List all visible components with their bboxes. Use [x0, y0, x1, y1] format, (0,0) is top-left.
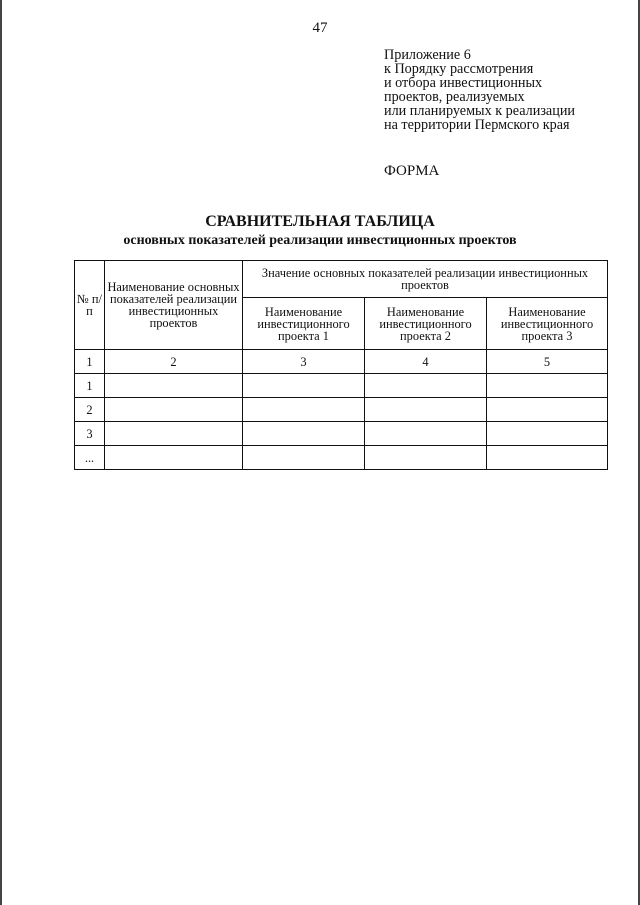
table-row [75, 398, 608, 422]
project-2-value-cell [365, 446, 487, 470]
appendix-line: на территории Пермского края [384, 117, 570, 133]
header-cell-project-2: Наименование инвестиционного проекта 2 [365, 298, 487, 350]
header-cell-number: № п/п [75, 261, 105, 350]
page-number: 47 [312, 20, 328, 36]
numbering-cell: 4 [365, 350, 487, 374]
numbering-cell: 5 [487, 350, 608, 374]
project-3-value-cell [487, 446, 608, 470]
header-cell-project-3: Наименование инвестиционного проекта 3 [487, 298, 608, 350]
form-label: ФОРМА [384, 163, 440, 179]
appendix-note [384, 48, 575, 132]
project-2-value-cell [365, 374, 487, 398]
indicator-cell [105, 398, 243, 422]
project-1-value-cell [243, 398, 365, 422]
table-row [75, 422, 608, 446]
row-number-cell: 2 [75, 398, 105, 422]
project-1-value-cell [243, 374, 365, 398]
project-3-value-cell [487, 398, 608, 422]
header-row [75, 261, 608, 298]
numbering-row [75, 350, 608, 374]
header-cell-values-group: Значение основных показателей реализации инвестиционных проектов [243, 261, 608, 298]
appendix-line: проектов, реализуемых [384, 89, 525, 105]
table-row [75, 446, 608, 470]
document-title: СРАВНИТЕЛЬНАЯ ТАБЛИЦА [205, 213, 435, 230]
table-row [75, 374, 608, 398]
appendix-line: или планируемых к реализации [384, 103, 576, 119]
document-subtitle: основных показателей реализации инвестиционных проектов [123, 233, 517, 248]
indicator-cell [105, 446, 243, 470]
row-number-cell: 3 [75, 422, 105, 446]
row-number-cell: ... [75, 446, 105, 470]
numbering-cell: 3 [243, 350, 365, 374]
project-1-value-cell [243, 422, 365, 446]
appendix-line: к Порядку рассмотрения [384, 61, 534, 77]
header-cell-project-1: Наименование инвестиционного проекта 1 [243, 298, 365, 350]
numbering-cell: 2 [105, 350, 243, 374]
scan-edge-left [0, 0, 2, 905]
project-1-value-cell [243, 446, 365, 470]
row-number-cell: 1 [75, 374, 105, 398]
appendix-line: и отбора инвестиционных [384, 75, 543, 91]
appendix-line: Приложение 6 [384, 47, 471, 63]
project-3-value-cell [487, 374, 608, 398]
numbering-cell: 1 [75, 350, 105, 374]
project-2-value-cell [365, 398, 487, 422]
indicator-cell [105, 374, 243, 398]
comparison-table [74, 260, 608, 470]
header-cell-indicator: Наименование основных показателей реализации инвестиционных проектов [105, 261, 243, 350]
indicator-cell [105, 422, 243, 446]
project-2-value-cell [365, 422, 487, 446]
project-3-value-cell [487, 422, 608, 446]
